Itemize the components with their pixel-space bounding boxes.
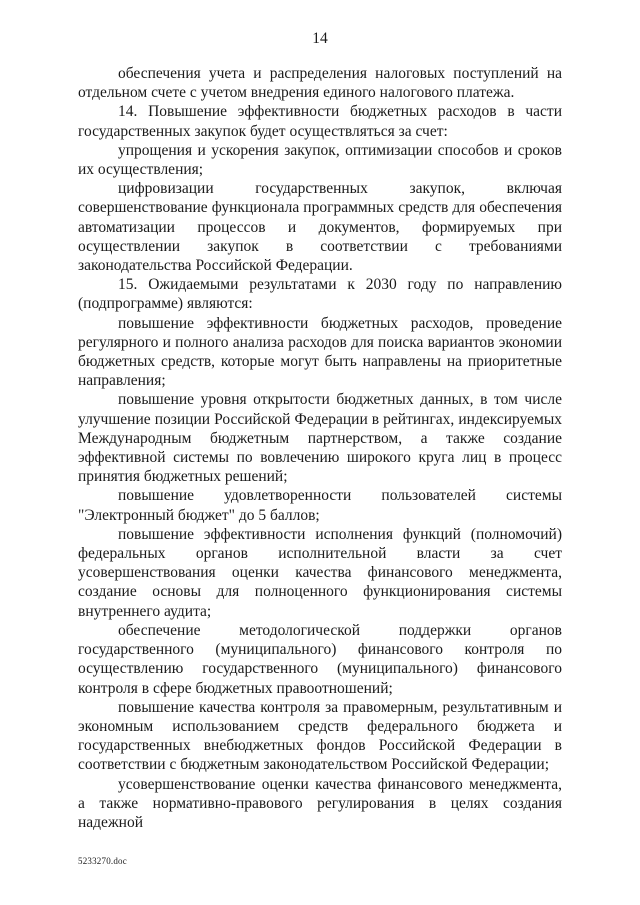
paragraph-result-methodology: обеспечение методологической поддержки органов государственного (муниципального) финансового контроля по осуществлению государственного (муниципального) финансового контроля в сфере бюджетных правоотношений; (78, 621, 562, 697)
paragraph-item-15: 15. Ожидаемыми результатами к 2030 году по направлению (подпрограмме) являются: (78, 276, 562, 313)
paragraph-result-satisfaction: повышение удовлетворенности пользователей системы "Электронный бюджет" до 5 баллов; (78, 487, 562, 524)
paragraph-result-financial-management: усовершенствование оценки качества финансового менеджмента, а также нормативно-правового регулирования в целях создания надежной (78, 775, 562, 831)
paragraph-result-efficiency: повышение эффективности бюджетных расходов, проведение регулярного и полного анализа расходов для поиска вариантов экономии бюджетных средств, которые могут быть направлены на приоритетные направления; (78, 314, 562, 390)
paragraph-continuation-tax: обеспечения учета и распределения налоговых поступлений на отдельном счете с учетом внедрения единого налогового платежа. (78, 65, 562, 102)
document-body (78, 64, 562, 832)
footer-filename: 5233270.doc (78, 856, 127, 866)
paragraph-procurement-digitalization: цифровизации государственных закупок, включая совершенствование функционала программных средств для обеспечения автоматизации процессов и документов, формируемых при осуществлении закупок в соответствии с требованиями законодательства Российской Федерации. (78, 180, 562, 275)
paragraph-result-functions: повышение эффективности исполнения функций (полномочий) федеральных органов исполнительной власти за счет усовершенствования оценки качества финансового менеджмента, создание основы для полноценного функционирования системы внутреннего аудита; (78, 525, 562, 620)
paragraph-result-control-quality: повышение качества контроля за правомерным, результативным и экономным использованием средств федерального бюджета и государственных внебюджетных фондов Российской Федерации в соответствии с бюджетным законодательством Российской Федерации; (78, 698, 562, 774)
paragraph-procurement-simplification: упрощения и ускорения закупок, оптимизации способов и сроков их осуществления; (78, 141, 562, 179)
paragraph-item-14: 14. Повышение эффективности бюджетных расходов в части государственных закупок будет осуществляться за счет: (78, 103, 562, 140)
paragraph-result-transparency: повышение уровня открытости бюджетных данных, в том числе улучшение позиции Российской Федерации в рейтингах, индексируемых Международным бюджетным партнерством, а также создание эффективной системы по вовлечению широкого круга лиц в процесс принятия бюджетных решений; (78, 391, 562, 486)
page-number: 14 (312, 30, 328, 47)
